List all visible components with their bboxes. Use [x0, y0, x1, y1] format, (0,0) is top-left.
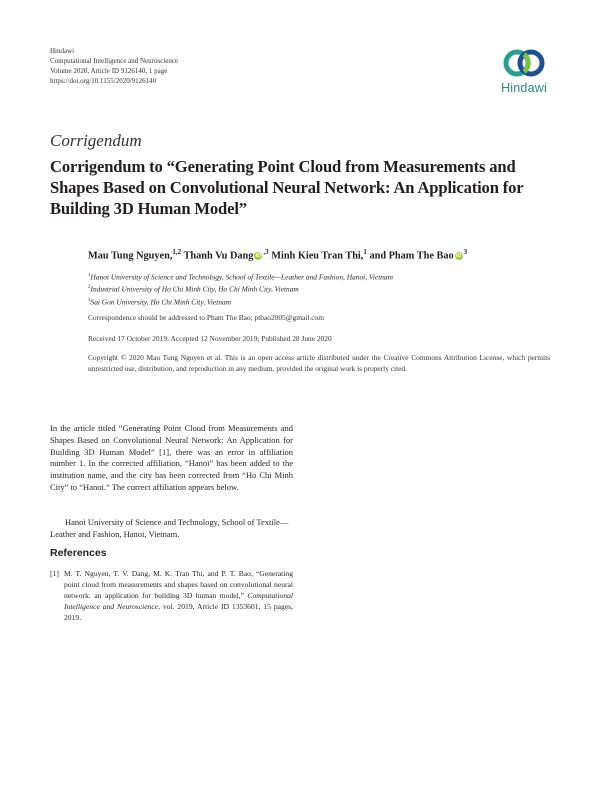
- author-affil-sup: 1,2: [172, 248, 182, 256]
- journal-header: [50, 46, 178, 86]
- author-list: [88, 248, 467, 261]
- hindawi-logo: [494, 46, 554, 95]
- orcid-icon[interactable]: iD: [455, 253, 462, 260]
- reference-text: [64, 568, 293, 623]
- copyright-notice: Copyright © 2020 Mau Tung Nguyen et al. This is an open access article distributed under the Creative Commons Attribution License, which permits unrestricted use, distribution, and reproduction in any medium, provided the original work is properly cited.: [88, 353, 550, 373]
- reference-journal: Computational Intelligence and Neuroscience: [64, 591, 293, 611]
- publisher-name: Hindawi: [50, 47, 75, 55]
- author-affil-sup: 1: [363, 248, 367, 256]
- reference-details: , vol. 2019, Article ID 1353601, 15 pages, 2019.: [64, 602, 294, 622]
- article-type: Corrigendum: [50, 131, 142, 150]
- author-name: Thanh Vu Dang: [183, 250, 254, 262]
- author-name: Mau Tung Nguyen,: [88, 250, 173, 262]
- orcid-icon[interactable]: iD: [255, 253, 262, 260]
- volume-line: Volume 2020, Article ID 9126140, 1 page: [50, 67, 168, 75]
- publication-dates: Received 17 October 2019; Accepted 12 November 2019; Published 28 June 2020: [88, 334, 332, 343]
- correspondence: Correspondence should be addressed to Pham The Bao; ptbao2005@gmail.com: [88, 313, 324, 322]
- doi-link[interactable]: https://doi.org/10.1155/2020/9126140: [50, 77, 157, 85]
- affiliation-item: [88, 282, 393, 294]
- references-heading: References: [50, 547, 107, 559]
- corrected-affiliation: Hanoi University of Science and Technology, School of Textile—Leather and Fashion, Hanoi, Vietnam.: [50, 517, 289, 539]
- affiliation-number: 1: [88, 273, 91, 278]
- affiliation-number: 2: [88, 285, 91, 291]
- author-affil-sup: ,3: [263, 248, 269, 256]
- author-name: and Pham The Bao: [369, 250, 454, 262]
- body-paragraph: In the article titled “Generating Point Cloud from Measurements and Shapes Based on Convolutional Neural Network: An Application for Building 3D Human Model” [1], there was an error in affiliation number 1. In the corrected affiliation, “Hanoi” has been added to the institution name, and the city has been corrected from “Ho Chi Minh City” to “Hanoi.” The correct affiliation appears below.: [50, 423, 293, 492]
- affiliation-number: 3: [88, 297, 91, 303]
- affiliation-item: [88, 270, 393, 282]
- affiliation-text: Industrial University of Ho Chi Minh City, Ho Chi Minh City, Vietnam: [90, 284, 299, 294]
- affiliation-text: Hanoi University of Science and Technology, School of Textile—Leather and Fashion, Hanoi, Vietnam: [90, 272, 393, 282]
- reference-number: [1]: [50, 569, 59, 578]
- author-affil-sup: 3: [463, 248, 468, 256]
- reference-authors-title: M. T. Nguyen, T. V. Dang, M. K. Tran Thi, and P. T. Bao, “Generating point cloud from measurements and shapes based on convolutional neural network: an application for building 3D human model,”: [64, 569, 293, 600]
- journal-name: Computational Intelligence and Neuroscience: [50, 57, 179, 65]
- hindawi-logo-icon: [503, 46, 545, 80]
- affiliation-item: [88, 295, 393, 307]
- article-title: Corrigendum to “Generating Point Cloud from Measurements and Shapes Based on Convolutional Neural Network: An Application for Building 3D Human Model”: [50, 157, 524, 218]
- affiliations: [88, 270, 393, 307]
- logo-wordmark: Hindawi: [501, 81, 547, 95]
- reference-item: [50, 568, 293, 623]
- affiliation-text: Sai Gon University, Ho Chi Minh City, Vietnam: [90, 297, 231, 307]
- author-name: Minh Kieu Tran Thi,: [271, 250, 364, 262]
